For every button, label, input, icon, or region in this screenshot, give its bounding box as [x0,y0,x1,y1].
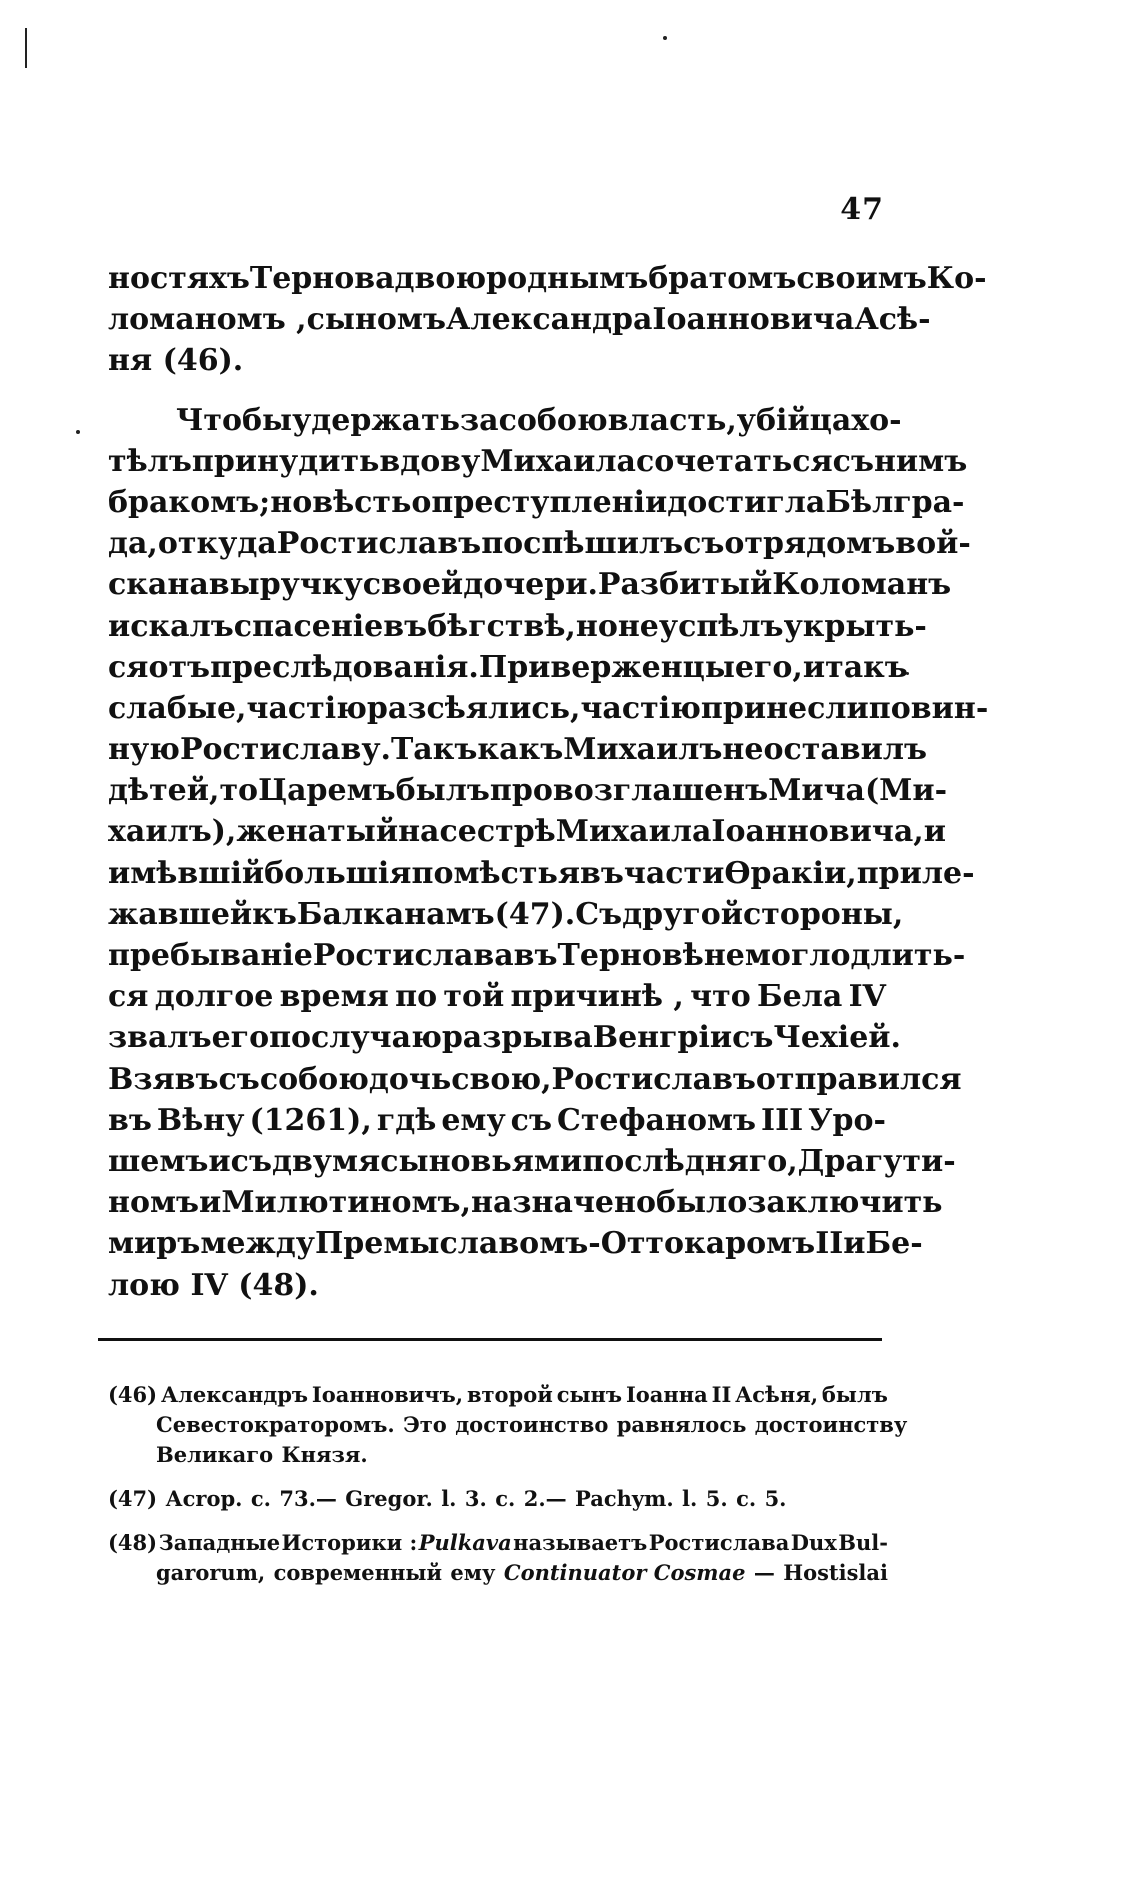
text-line [108,340,886,381]
word: Pulkava [418,1530,512,1555]
word: не [703,938,745,973]
word: но [575,608,618,644]
word: части [623,855,725,891]
word: достоинство [455,1412,609,1437]
word: ся [108,979,149,1015]
word: вдову [379,443,481,479]
word: Бела [757,979,843,1015]
word: пребываніе [108,938,313,973]
word: 73.— [279,1486,337,1511]
word: между [200,1226,315,1262]
word: преслѣдованія. [210,649,479,685]
word: Премыславомъ-Оттокаромъ [314,1226,816,1262]
word: хаилъ), [108,814,237,850]
word: Pachym. [575,1486,674,1511]
word: Чехіей. [773,1020,901,1056]
footnote-marker: (47) [108,1486,158,1511]
word: Вѣну [156,1102,245,1138]
word: съ [832,443,874,479]
word: собою [259,1061,369,1097]
word: Ростиславъ [551,1061,756,1097]
word: съ [732,1020,774,1056]
word: ностяхъ [108,261,250,296]
word: отъ [148,649,211,685]
word: свою, [451,1061,552,1097]
word: ную [108,732,180,768]
word: и [923,814,947,850]
text-line [108,258,987,299]
word: разрыва [441,1020,593,1056]
word: (Ми- [864,773,948,809]
word: убійца [736,402,852,438]
word: укрыть- [783,608,927,644]
word: лою [108,1267,180,1303]
word: 5. [764,1486,787,1511]
word: ему [450,1560,496,1585]
word: откуда [157,526,277,562]
word: c. [495,1486,516,1511]
word: гдѣ [376,1102,437,1138]
word: сестрѣ [439,814,556,850]
word: бѣгствѣ, [427,608,576,644]
word: 3. [464,1486,487,1511]
text-line [108,853,975,894]
word: IV [848,979,886,1015]
footnote-46 [108,1380,908,1470]
word: имѣвшій [108,855,265,891]
word: такъ [825,649,908,685]
word: (47). [494,896,576,932]
word: за [460,402,499,438]
text-line [108,1182,943,1223]
word: Ростиславъ [276,526,482,562]
word: миръ [108,1226,201,1262]
scan-speck [663,36,667,40]
word: и [802,649,826,685]
word: Историки : [281,1530,418,1555]
word: хо- [851,402,902,438]
word: Чтобы [176,402,293,438]
text-line [108,441,968,482]
word: разсѣялись, [366,690,581,726]
word: l. [682,1486,698,1511]
scan-speck [76,430,80,434]
text-line [108,770,948,811]
word: послѣдняго, [582,1143,798,1179]
word: c. [736,1486,757,1511]
footnote-47 [108,1484,888,1514]
word: 5. [705,1486,728,1511]
word: ся [108,649,149,685]
word: вѣсть [312,484,412,520]
text-line [108,935,966,976]
word: стороны, [742,896,904,932]
footnotes [108,1380,908,1602]
word: современный [273,1560,443,1585]
word: равнялось [616,1412,747,1437]
word: ему [441,1102,506,1138]
word: его [211,1020,270,1056]
word: (46). [162,343,244,379]
word: братомъ [648,261,797,296]
word: собою [498,402,608,438]
word: провозглашенъ [489,773,769,809]
word: Такъ [390,732,478,768]
word: той [443,979,505,1015]
word: своимъ [796,261,927,296]
text-line [108,1059,962,1100]
text-line [108,1100,886,1141]
word: достигла [667,484,826,520]
word: Приверженцы [478,649,735,685]
word: двумя [271,1143,381,1179]
footnote-line [108,1440,888,1470]
word: въ [108,1102,152,1138]
word: Ѳракіи, [724,855,857,891]
text-line [108,1223,923,1264]
word: Ростиславу. [179,732,391,768]
word: Милютиномъ, [221,1185,472,1221]
word: II [815,1226,844,1262]
word: III [761,1102,804,1138]
word: на [167,567,209,603]
word: долгое [154,979,274,1015]
word: жавшей [108,896,253,932]
word: съ [510,1102,552,1138]
word: заключить [747,1185,943,1221]
word: сочетаться [635,443,833,479]
word: ня [108,343,153,379]
footnote-line [108,1558,888,1588]
word: на [398,814,440,850]
word: тѣлъ [108,443,192,479]
word: съ [230,1143,272,1179]
word: — [753,1560,775,1585]
word: помѣстья [411,855,580,891]
word: Это [403,1412,447,1437]
word: былъ [821,1382,888,1407]
word: другой [622,896,743,932]
word: бракомъ; [108,484,271,520]
word: Ростислава [312,938,514,973]
footnote-line [108,1380,888,1410]
word: вой- [895,526,971,562]
word: причинѣ , [510,979,684,1015]
text-line [108,688,989,729]
word: Асѣ- [854,302,931,338]
word: длить- [850,938,966,973]
word: Асѣня, [735,1382,819,1407]
word: Тернова [249,261,395,296]
footnote-line [108,1484,888,1514]
word: Уро- [808,1102,886,1138]
word: Балканамъ [296,896,495,932]
word: большія [264,855,412,891]
word: слабые, [108,690,247,726]
word: Бе- [865,1226,923,1262]
word: достоинству [754,1412,908,1437]
word: преступленіи [431,484,668,520]
page-number: 47 [840,192,884,227]
word: Іоанновичъ, [311,1382,464,1407]
word: женатый [236,814,399,850]
footnote-marker: (46) [108,1382,158,1407]
word: Александръ [161,1382,308,1407]
text-line [108,729,928,770]
word: и [199,1185,222,1221]
word: удержать [292,402,461,438]
word: не [617,608,659,644]
word: Князя. [281,1442,368,1467]
word: Ростислава [648,1530,790,1555]
word: Стефаномъ [556,1102,757,1138]
word: Александра [445,302,653,338]
word: принудить [191,443,380,479]
word: и [208,1143,231,1179]
word: Hostislai [783,1560,888,1585]
word: l. [441,1486,457,1511]
word: Continuator Cosmae [503,1560,746,1585]
text-line [108,400,902,441]
word: Разбитый [597,567,773,603]
word: Bul- [838,1530,888,1555]
word: искалъ [108,608,234,644]
word: Бѣлгра- [825,484,965,520]
word: своей [362,567,464,603]
word: приле- [856,855,975,891]
footnote-marker: (48) [108,1530,158,1555]
word: второй [466,1382,553,1407]
word: поспѣшилъ [481,526,684,562]
text-line [108,1017,901,1058]
word: о [411,484,432,520]
text-line [108,564,952,605]
word: частію [580,690,701,726]
word: власть, [607,402,737,438]
word: могло [744,938,851,973]
word: II [711,1382,732,1407]
text-line [108,523,971,564]
word: сыномъ [306,302,446,338]
word: Михаила [480,443,636,479]
word: случаю [311,1020,442,1056]
word: Михаила [555,814,712,850]
footnote-line [108,1410,908,1440]
word: назначено [471,1185,656,1221]
word: по [269,1020,312,1056]
word: IV [190,1267,228,1303]
word: какъ [477,732,564,768]
footnote-48 [108,1528,888,1588]
paragraph-gap [108,382,886,400]
word: Терновѣ [557,938,704,973]
word: время [279,979,389,1015]
word: номъ [108,1185,200,1221]
word: Взявъ [108,1061,219,1097]
word: Севестократоромъ. [156,1412,395,1437]
word: Мича [768,773,865,809]
word: его, [734,649,803,685]
text-line [108,1141,956,1182]
word: въ [383,608,428,644]
word: Іоанновича [652,302,855,338]
word: повин- [868,690,989,726]
word: звалъ [108,1020,212,1056]
word: къ [252,896,297,932]
text-line [108,1265,886,1306]
word: (1261), [249,1102,372,1138]
word: отрядомъ [724,526,896,562]
text-line [108,647,908,688]
word: успѣлъ [658,608,784,644]
word: былъ [395,773,490,809]
word: да, [108,526,158,562]
text-line [108,606,927,647]
word: въ [580,855,624,891]
word: Асrop. [165,1486,243,1511]
word: двоюроднымъ [394,261,649,296]
word: Михаилъ [563,732,723,768]
word: то [219,773,259,809]
word: дочь [368,1061,452,1097]
word: ска [108,567,168,603]
word: 2.— [523,1486,567,1511]
word: дѣтей, [108,773,220,809]
word: Іоанна [625,1382,708,1407]
footnote-line [108,1528,888,1558]
word: Съ [575,896,623,932]
word: Царемъ [258,773,396,809]
text-line [108,976,886,1017]
text-line [108,811,947,852]
text-line [108,482,965,523]
word: сыновьями [380,1143,583,1179]
word: съ [218,1061,260,1097]
word: принесли [700,690,869,726]
word: Драгути- [797,1143,956,1179]
word: спасеніе [233,608,384,644]
word: по [395,979,438,1015]
word: шемъ [108,1143,209,1179]
word: Ко- [926,261,987,296]
scan-margin-mark [25,28,27,68]
word: нимъ [873,443,968,479]
text-line [108,894,904,935]
word: Западные [158,1530,281,1555]
word: не [722,732,764,768]
word: Коломанъ [772,567,952,603]
word: Dux [790,1530,837,1555]
word: c. [250,1486,271,1511]
word: выручку [208,567,363,603]
main-text-body [108,258,989,1306]
word: Венгріи [592,1020,733,1056]
word: garorum, [156,1560,266,1585]
word: Gregor. [345,1486,433,1511]
word: оставилъ [763,732,928,768]
text-line [108,299,931,340]
word: съ [683,526,725,562]
word: и [843,1226,866,1262]
word: было [655,1185,748,1221]
word: но [270,484,313,520]
word: называетъ [513,1530,648,1555]
word: въ [513,938,558,973]
word: что [690,979,751,1015]
footnote-separator-rule [98,1338,882,1341]
word: отправился [755,1061,962,1097]
word: частію [246,690,367,726]
word: сынъ [556,1382,623,1407]
word: ломаномъ , [108,302,307,338]
word: дочери. [463,567,598,603]
word: Іоанновича, [711,814,924,850]
word: Великаго [156,1442,274,1467]
word: (48). [238,1267,319,1303]
